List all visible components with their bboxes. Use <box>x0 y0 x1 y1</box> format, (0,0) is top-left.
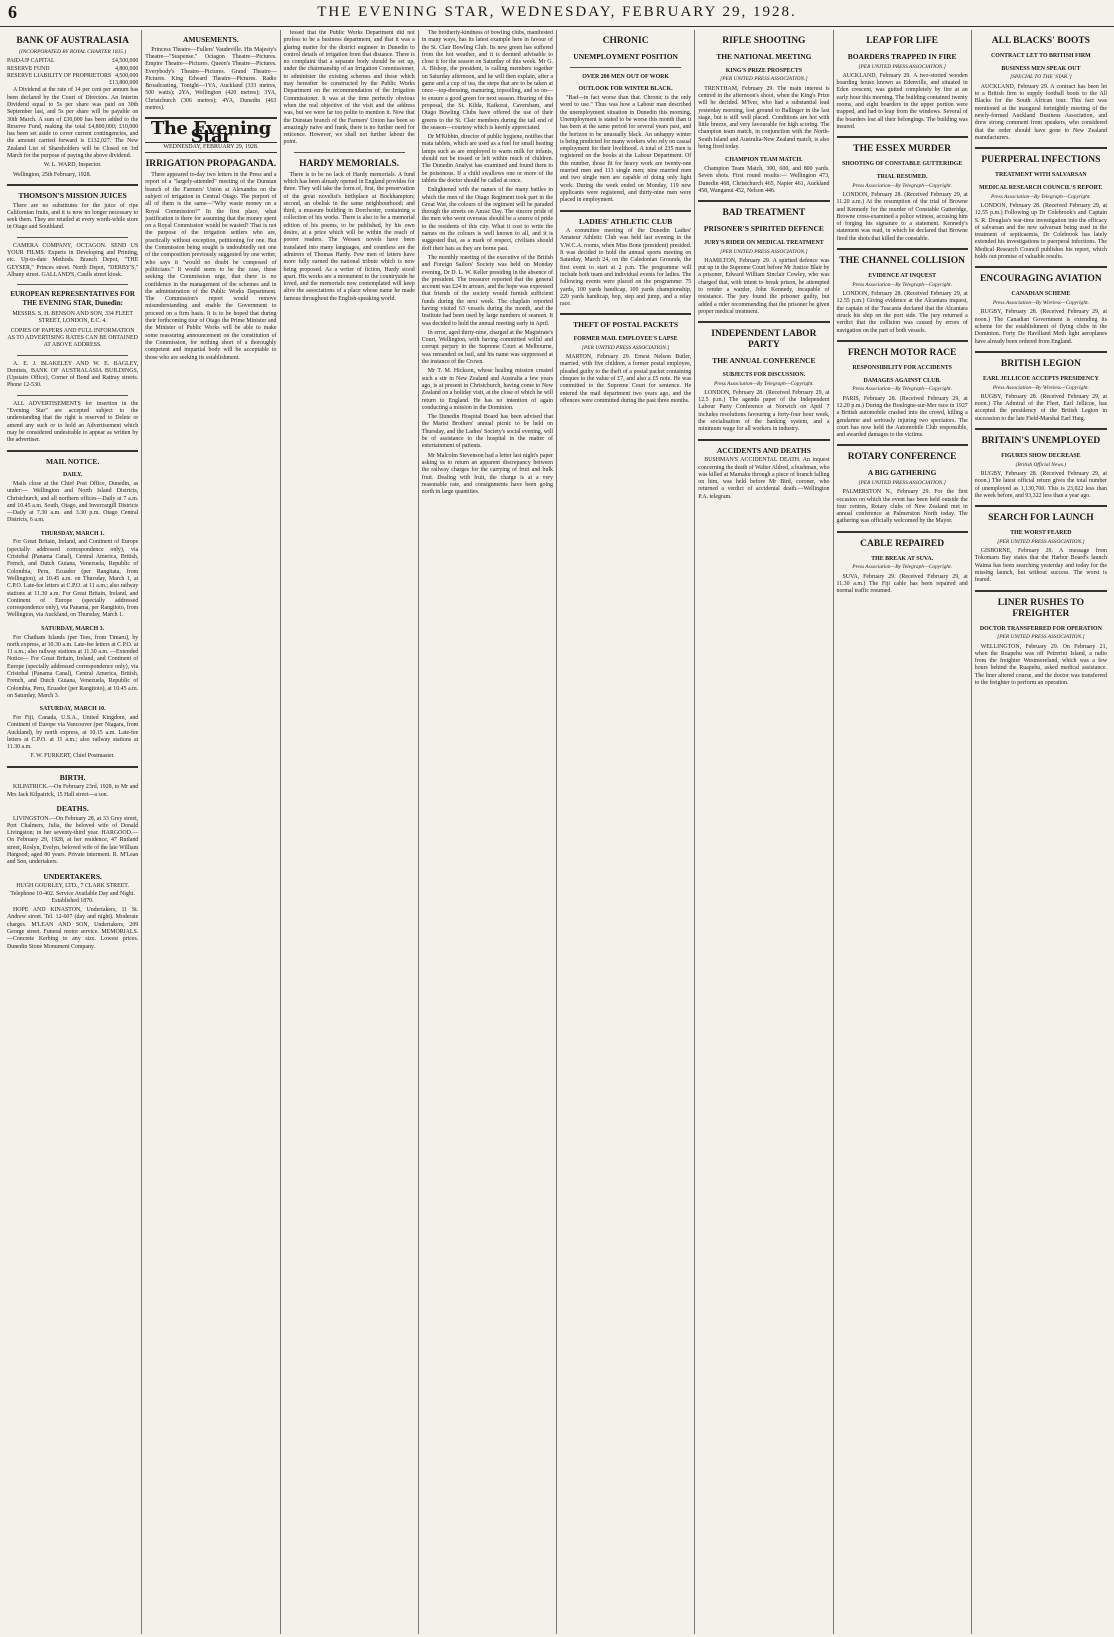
all-blacks-title: ALL BLACKS' BOOTS <box>991 36 1090 46</box>
divider <box>7 766 138 768</box>
champion-title: CHAMPION TEAM MATCH. <box>725 157 803 164</box>
fin-value: £13,800,000 <box>109 80 139 87</box>
editorial-title: IRRIGATION PROPAGANDA. <box>145 159 277 170</box>
birth-title: BIRTH. <box>59 772 86 782</box>
liner-body: WELLINGTON, February 29. On February 21, when the Ruapehu was off Petrerini Island, a radio from the freighter Westmoreland, which was a few hours behind the Ruapehu, asked medical assistance. The liner altered course, and the doctor was transferred to the freighter to perform an operation. <box>974 643 1107 687</box>
all-blacks-body: AUCKLAND, February 29. A contract has been let to a British firm to supply football boots to the All Blacks for the South African tour. This fact was mentioned at the inaugural fortnightly meeting of the newly-formed Auckland Business Association, and drew strong comment from speakers, who considered that the order should have gone to New Zealand manufacturers. <box>974 83 1107 141</box>
rifle-body: TRENTHAM, February 29. The main interest is centred in the afternoon's shoot, when the King's Prize will be decided. M'Iver, who had a substantial lead yesterday morning, lost ground to Ballinger in the last stage, but is still well placed. Conditions are hot with little breeze, and very favourable for high scoring. The champion team match, in conjunction with the North-South Island and Australia-New Zealand match, is also being fired today. <box>698 85 830 150</box>
mail-saturday: SATURDAY, MARCH 3. <box>41 625 105 632</box>
divider <box>560 210 691 212</box>
column-5 <box>557 30 695 1634</box>
column-2 <box>142 30 280 1634</box>
aviation-byline: Press Association—By Wireless—Copyright. <box>992 300 1089 307</box>
divider <box>975 505 1107 507</box>
editorial-cont: fessed that the Public Works Department did not profess to be a business department, and that it was a glaring matter for the district engineer in Dunedin to control details of irrigation from that distance. There is no complaint that a separate body should be set up, under the chairmanship of an Irrigation Commissioner, to administer the existing schemes and those which may hereafter be constructed by the Public Works Department on the recommendation of the Irrigation Commissioner. It was at the time perfectly obvious when the real objective of the visit and the address was, but we were far too polite to mention it. Now that the Dunstan branch of the Farmers' Union has been so amazingly naive and frank, there is no further need for reticence. However, we shall not further labour the point. <box>283 30 415 146</box>
column-4 <box>419 30 557 1634</box>
search-sub: THE WORST FEARED <box>1010 530 1072 537</box>
bank-fin-row <box>7 66 138 73</box>
bank-fin-row <box>7 73 138 80</box>
bad-treatment-sub-2: JURY'S RIDER ON MEDICAL TREATMENT <box>704 239 824 246</box>
ilp-sub: THE ANNUAL CONFERENCE <box>712 356 816 366</box>
hardy-body: There is to be no lack of Hardy memorials. A fund which has been already opened in England provides for three. They will take the form of, first, the preservation of the great novelist's birthplace at Bockhampton; second, an obelisk in the same neighbourhood; and third, a museum building in Dorchester, containing a collection of his works. There is also to be a memorial edition of his poems, to be published, by his own desire, at a price which will be within the reach of poorer readers. The Wessex novels have been translated into many languages, and countless are the admirers of Thomas Hardy. Few men of letters have more fully earned the national tribute which is now being proposed. As a writer of fiction, Hardy stood apart. His works are a monument to the countryside he loved, and the memorials now contemplated will keep alive the associations of a place whose name he made famous throughout the English-speaking world. <box>283 171 415 302</box>
page-number: 6 <box>8 2 17 22</box>
aviation-title: ENCOURAGING AVIATION <box>979 274 1102 285</box>
divider <box>837 444 968 446</box>
mail-body: Mails close at the Chief Post Office, Dunedin, as under:— Wellington and North Island Districts, Christchurch, and all northern offices—Daily at 7 a.m. and 10.45 a.m. South, Otago, and Invercargill Districts—Daily at 7.30 a.m. and 3.30 p.m. Otago Central Districts, 6 a.m. <box>7 480 139 524</box>
essex-body: LONDON, February 28. (Received February 29, at 11.20 a.m.) At the resumption of the trial of Browne and Kennedy for the murder of Constable Gutteridge, Browne cross-examined a police witness, accusing him of forging his signature to a statement. Kennedy's statement was read, in which he declared that Browne fired the shots that killed the constable. <box>836 192 968 242</box>
french-sub: RESPONSIBILITY FOR ACCIDENTS <box>852 364 952 371</box>
rotary-body: PALMERSTON N., February 29. For the first occasion on which the event has been held outside the four centres, Rotary clubs of New Zealand met in annual conference at Palmerston North today. The gathering was officially welcomed by the Mayor. <box>836 489 968 525</box>
rifle-byline: [PER UNITED PRESS ASSOCIATION.] <box>720 76 808 83</box>
theft-body: MARTON, February 29. Ernest Nelson Butler, married, with five children, a former postal employee, pleaded guilty to the theft of a postal packet containing cheques to the value of £7, and also a £5 note. He was committed to the Supreme Court for sentence. He entered the mail department two years ago, and the offences were committed during the past three months. <box>560 354 692 404</box>
newspaper-flag: The Evening Star <box>150 118 271 147</box>
unemployment-sub: OVER 200 MEN OUT OF WORK <box>582 73 670 80</box>
deaths-title: DEATHS. <box>56 803 89 813</box>
copies-note: COPIES OF PAPERS AND FULL INFORMATION AS TO ADVERTISING RATES CAN BE OBTAINED AT ABOVE ADDRESS. <box>7 327 138 349</box>
amusements-title: AMUSEMENTS. <box>183 35 239 44</box>
legion-sub: EARL JELLICOE ACCEPTS PRESIDENCY <box>983 375 1099 382</box>
essex-title: THE ESSEX MURDER <box>853 144 951 155</box>
thomson-title: THOMSON'S MISSION JUICES <box>18 190 127 200</box>
puerperal-sub: TREATMENT WITH SALVARSAN <box>995 172 1087 179</box>
bad-treatment-byline: [PER UNITED PRESS ASSOCIATION.] <box>720 248 808 255</box>
divider <box>975 147 1107 149</box>
divider <box>975 590 1107 592</box>
unemployed-byline: (British Official News.) <box>1015 461 1067 468</box>
bank-sign: W. L. WARD, Inspector. <box>43 162 102 169</box>
rotary-byline: [PER UNITED PRESS ASSOCIATION.] <box>858 479 946 486</box>
masthead <box>0 0 1114 27</box>
divider <box>17 237 128 238</box>
rifle-sub: THE NATIONAL MEETING <box>716 51 812 61</box>
column-8 <box>972 30 1110 1634</box>
bank-subtitle: (INCORPORATED BY ROYAL CHARTER 1835.) <box>19 48 127 55</box>
champion-body: Champion Team Match, 300, 600, and 800 yards. Seven shots. First round results:— Wellington 473, Dunedin 468, Christchurch 465, Napier 461, Auckland 458, Wanganui 452, Nelson 446. <box>698 166 830 194</box>
undertakers-title: UNDERTAKERS. <box>43 871 102 881</box>
editorial-body: There appeared to-day two letters in the Press and a report of a "largely-attended" meeting of the Dunstan branch of the Farmers' Union at Alexandra on the subject of irrigation in Central Otago. The purport of all of them is the same—"Why waste money on a Royal Commission?" In the first place, what justification is there for assuming that the money spent on a Royal Commission would be wasted? That is not the purpose of the irrigation settlers who are, practically without exception, petitioning for one. But the Commission being sought is undoubtedly not one of the composition previously suggested by one writer, who says it "would no doubt be composed of politicians." It would seem to be the case, those seeking the Commission urge, that there is no confidence in the management of the schemes and in the administration of the Public Works Department. The Commission's report would remove misunderstanding and enable the Government to proceed on a firm basis. It is to be hoped that during their forthcoming tour of Otago the Prime Minister and the Minister of Public Works will be able to make some reassuring announcement on the constitution of the Commission, for nothing short of a thoroughly competent and impartial body will be acceptable to those who are seeking its establishment. <box>145 172 277 361</box>
euro-body: MESSRS. S. H. BENSON AND SON, 334 FLEET STREET, LONDON, E.C. 4. <box>12 311 133 325</box>
accidents-body: BUSHMAN'S ACCIDENTAL DEATH. An inquest concerning the death of Walter Aldred, a bushman, who was killed at Mamaku through a piece of branch falling on him, was held before Mr Bird, coroner, who returned a verdict of accidental death.—Wellington P.A. telegram. <box>698 457 830 500</box>
fin-value: 4,800,000 <box>115 65 139 72</box>
fin-label: PAID-UP CAPITAL <box>7 58 55 65</box>
thomson-body: There are no substitutes for the juice of ripe Californian fruits, and it is now no longer necessary to seek them. They are retailed at every worth-while store in Otago and Southland. <box>7 202 139 231</box>
divider <box>975 351 1107 353</box>
rifle-sub-2: KING'S PRIZE PROSPECTS <box>725 67 803 74</box>
channel-byline: Press Association—By Telegraph—Copyright. <box>852 281 952 288</box>
puerperal-sub-2: MEDICAL RESEARCH COUNCIL'S REPORT. <box>979 184 1103 191</box>
theft-sub: FORMER MAIL EMPLOYEE'S LAPSE <box>573 336 678 343</box>
unemployed-title: BRITAIN'S UNEMPLOYED <box>981 435 1101 446</box>
cable-title: CABLE REPAIRED <box>860 538 945 549</box>
divider <box>7 450 138 452</box>
legion-byline: Press Association—By Wireless—Copyright. <box>992 384 1089 391</box>
search-byline: [PER UNITED PRESS ASSOCIATION.] <box>997 538 1085 545</box>
divider <box>837 136 968 138</box>
birth-body: KILPATRICK.—On February 23rd, 1928, to Mr and Mrs Jack Kilpatrick, 15 Hall street—a son. <box>7 784 139 798</box>
undertakers-body-2: HOPE AND KINASTON, Undertakers, 11 St. Andrew street. Tel. 12-607 (day and night). Moderate charges. M'LEAN AND SON, Undertakers, 209 George street. Funeral motor service. MEMORIALS.—Concrete Kerbing to any size. Lowest prices. Dunedin Stone Monument Company. <box>7 907 139 950</box>
all-blacks-sub: CONTRACT LET TO BRITISH FIRM <box>991 52 1091 59</box>
column-1 <box>4 30 142 1634</box>
cable-byline: Press Association—By Telegraph—Copyright. <box>852 564 952 571</box>
bad-treatment-sub: PRISONER'S SPIRITED DEFENCE <box>703 224 824 234</box>
aviation-sub: CANADIAN SCHEME <box>1011 291 1071 298</box>
divider <box>7 184 138 186</box>
divider <box>837 248 968 250</box>
unemployed-sub: FIGURES SHOW DECREASE <box>1001 452 1081 459</box>
news-para: The monthly meeting of the executive of the British and Foreign Sailors' Society was held on Monday evening, Dr D. L. W. Keller presiding in the absence of the president. The treasurer reported that the general account was £24 in arrears, and the hope was expressed that friends of the society would furnish sufficient funds during the next week. The chaplain reported having visited 63 vessels during the month, and the Institute had been used by large numbers of seamen. It was decided to hold the annual meeting early in April. <box>421 254 553 327</box>
cable-sub: THE BREAK AT SUVA. <box>871 555 934 562</box>
news-para: In error, aged thirty-nine, charged at the Magistrate's Court, Wellington, with having committed wilful and corrupt perjury in the Supreme Court at Melbourne, was remanded on bail, and his name was suppressed at the instance of the Crown. <box>421 329 553 366</box>
unemployment-body: "Bad—in fact worse than that. Chronic is the only word to use." Thus was how a Labour man described the unemployment situation in Dunedin this morning. Unemployment is stated to be worse this month than it has been at the same period for several years past, and the horizon to be unusually black. An unhappy winter is being predicted for many workers who rely on casual employment for their livelihood. A total of 235 men is registered on the books at the Labour Department. Of this number, those fit for heavy work are twenty-one married men and 113 single men; nine married men and two single men are capable of doing only light work. During the week ended on Monday, 119 new applicants were registered, and thirty-nine men were placed in employment. <box>560 95 692 204</box>
leap-body: AUCKLAND, February 29. A two-storied wooden boarding house known as Edenville, and situated in Eden crescent, was gutted completely by fire at an early hour this morning. The building contained twenty rooms, and eight boarders in the upper portion were trapped, and had to leap from the windows. Several of the boarders lost all their belongings. The building was insured. <box>836 72 968 130</box>
hardy-title: HARDY MEMORIALS. <box>299 158 400 169</box>
puerperal-title: PUERPERAL INFECTIONS <box>981 155 1101 166</box>
cable-body: SUVA, February 29. (Received February 29, at 11.30 a.m.) The Fiji cable has been repaired and normal traffic resumed. <box>836 573 968 595</box>
column-7 <box>834 30 972 1634</box>
channel-sub: EVIDENCE AT INQUEST <box>868 273 937 279</box>
fin-label: RESERVE FUND <box>7 65 50 72</box>
french-byline: Press Association—By Telegraph—Copyright. <box>852 386 952 393</box>
french-title: FRENCH MOTOR RACE <box>847 347 957 358</box>
mail-body-3: For Chatham Islands (per Tees, from Timaru), by north express, at 10.30 a.m. Late-fee letters at C.P.O. at 11 a.m.; also railway stations at 11.30 a.m. —Extended Notice— For Great Britain, Ireland, and Continent of Europe (specially addressed correspondence only), via Cristobal (Panama Canal), Central America, British, French, and Dutch Guiana, Venezuela, Republic of Colombia, Peru, Ecuador (per Rangitoto), at 10.45 a.m. on Saturday, March 3. <box>7 634 139 699</box>
mail-body-4: For Fiji, Canada, U.S.A., United Kingdom, and Continent of Europe via Vancouver (per Niagara, from Auckland), by north express, at 10.15 a.m. Late-fee letters at C.P.O. at 11 a.m.; also railway stations at 11.30 a.m. <box>7 714 139 751</box>
rotary-title: ROTARY CONFERENCE <box>847 452 957 463</box>
mail-sign: F. W. FURKERT, Chief Postmaster. <box>30 753 115 760</box>
chronic-title: CHRONIC <box>602 36 649 46</box>
divider <box>560 313 691 315</box>
dentist-ad: A. E. J. BLAKELEY AND W. E. BAGLEY, Dentists, BANK OF AUSTRALASIA BUILDINGS, (Upstairs Office), Corner of Bond and Rattray streets. Phone 12-530. <box>7 360 139 389</box>
ilp-title: INDEPENDENT LABOR PARTY <box>711 329 817 351</box>
channel-body: LONDON, February 28. (Received February 29, at 12.55 p.m.) Giving evidence at the Alcantara inquest, the captain of the Tuscania declared that the Alcantara struck his ship on the port side. The jury returned a verdict that the collision was caused by errors of navigation on the part of both vessels. <box>836 291 968 334</box>
ads-notice: ALL ADVERTISEMENTS for insertion in the "Evening Star" are accepted subject to the understanding that the right is reserved to Delete or amend any such or to hold an Advertisement which may be considered undesirable to appear as written by the advertiser. <box>7 400 139 444</box>
bank-body: A Dividend at the rate of 14 per cent per annum has been declared by the Court of Directors. An Interim Dividend equal to 5s per share was paid on 30th September last, and 5s per share will be payable on 30th March. A sum of £30,000 has been added to the Reserve Fund, making the total £4,800,000; £10,000 has been set aside to cover current contingencies, and the amount carried forward is £132,027. The New Zealand List of Shareholders will be Closed on 3rd March for the purpose of paying the above dividend. <box>7 87 139 160</box>
divider <box>975 266 1107 268</box>
divider <box>975 428 1107 430</box>
news-para: Dr M'Kibbin, director of public hygiene, notifies that mata tablets, which are used as a fuel for small heating lamps such as are employed to warm milk for infants, should not be tossed or left within reach of children. The Dunedin Analyst has examined and found them to be poisonous. If a child swallows one or more of the tablets the doctor should be called at once. <box>421 134 553 184</box>
divider <box>17 284 128 285</box>
bank-fin-row <box>7 58 138 65</box>
divider <box>837 340 968 342</box>
divider <box>698 439 829 441</box>
bank-date: Wellington, 25th February, 1928. <box>13 171 92 178</box>
legion-title: BRITISH LEGION <box>1000 358 1081 369</box>
divider <box>837 531 968 533</box>
divider <box>570 67 681 68</box>
unemployed-body: RUGBY, February 28. (Received February 29, at noon.) The latest official return gives the total number of unemployed as 1,130,700. This is 23,022 less than the week before, and 93,322 less than a year ago. <box>974 470 1107 499</box>
column-6 <box>695 30 833 1634</box>
liner-sub: DOCTOR TRANSFERRED FOR OPERATION <box>979 625 1102 632</box>
ladies-title: LADIES' ATHLETIC CLUB <box>579 216 673 226</box>
divider <box>294 152 405 153</box>
search-body: GISBORNE, February 29. A message from Tokomaru Bay states that the Harbor Board's launch Waima has been searching yesterday and today for the missing launch, but without success. The worst is feared. <box>974 548 1107 584</box>
mail-title: MAIL NOTICE. <box>45 456 100 466</box>
mail-body-2: For Great Britain, Ireland, and Continent of Europe (specially addressed correspondence only), via Cristobal (Panama Canal), Central America, British, French, and Dutch Guiana, Venezuela, Republic of Colombia, Peru, Ecuador (per Rangitata, from Wellington), at 10.45 a.m. on Thursday, March 1, at C.P.O. Late-fee letters at C.P.O. at 11 a.m.; also railway stations at 11.30 a.m. For Great Britain, Ireland, and Continent of Europe (specially addressed correspondence only), via Panama, per Rangitoto, from Wellington, via Auckland, on Thursday, March 1. <box>7 539 139 619</box>
deaths-body: LIVINGSTON.—On February 28, at 33 Grey street, Port Chalmers, Julia, the beloved wife of Donald Livingston; in her seventy-third year. HARGOOD.—On February 29, 1928, at her residence, 47 Rutland street, Roslyn, Evelyn, beloved wife of the late William Hargood; aged 80 years. Private interment. R. M'Lean and Son, undertakers. <box>7 815 139 866</box>
all-blacks-byline: [SPECIAL TO THE 'STAR.'] <box>1010 74 1072 81</box>
divider <box>698 321 829 323</box>
fin-value: £4,500,000 <box>112 58 139 65</box>
mail-daily: DAILY. <box>62 472 83 479</box>
dateline: WEDNESDAY, FEBRUARY 29, 1928. <box>145 142 276 153</box>
essex-sub-2: TRIAL RESUMED. <box>876 173 928 180</box>
essex-sub: SHOOTING OF CONSTABLE GUTTERIDGE <box>841 161 963 168</box>
fin-value: 4,500,000 <box>115 72 139 79</box>
search-title: SEARCH FOR LAUNCH <box>988 513 1094 524</box>
rotary-sub: A BIG GATHERING <box>867 468 937 478</box>
french-body: PARIS, February 28. (Received February 29, at 12.20 p.m.) During the Boulogne-sur-Mer race in 1927 a British automobile crashed into the crowd, killing a gendarme and seriously injuring two spectators. The court has now held the Automobile Club responsible, and awarded damages to the victims. <box>836 395 968 439</box>
news-para: The brotherly-kindness of bowling clubs, manifested in many ways, has its latest example here in favour of the St. Clair Bowling Club. Its new green has suffered from the hot weather, and it is deemed advisable to close it for the season on Saturday of this week. Mr G. A. Bishop, the president, is calling members together on Saturday afternoon, and he will then explain, after a game and a cup of tea, the steps that are to be taken at once—top-dressing, manuring, topsoiling, and so on—to ensure a good green for next season. Hearing of this proposal, the St. Kilda, Kaikorai, Caversham, and Otago Bowling Clubs have offered the use of their greens to the St. Clair members during the tail end of the season—courtesy which is keenly appreciated. <box>421 30 553 131</box>
accidents-title: ACCIDENTS AND DEATHS <box>716 445 811 455</box>
amusements-body: Princess Theatre—Fullers' Vaudeville. His Majesty's Theatre—"Suspense." Octagon Theatre—Pictures. Empire Theatre—Pictures. Queen's Theatre—Pictures. Everybody's Theatre—Pictures. Grand Theatre—Pictures. King Edward Theatre—Pictures. Radio Broadcasting, Tonight—1YA, Auckland (333 metres, 500 watts); 2YA, Wellington (420 metres); 3YA, Christchurch (306 metres); 4YA, Dunedin (463 metres). <box>145 46 277 111</box>
legion-body: RUGBY, February 28. (Received February 29, at noon.) The Admiral of the Fleet, Earl Jellicoe, has accepted the presidency of the British Legion in succession to the late Field-Marshal Earl Haig. <box>974 393 1107 422</box>
bad-treatment-title: BAD TREATMENT <box>722 208 806 219</box>
news-para: Mr Malcolm Stevenson had a letter last night's paper asking us to return an apparent discrepancy between the railway charges for the carrying of fruit and bulk fruit. Dealing with fruit, the charge is at a very reasonable rate, and consignments have been going north in large quantities. <box>421 452 553 496</box>
news-para: Enlightened with the names of the many battles in which the men of the Otago Regiment took part in the Great War, the colours of the regiment will be paraded through the streets on Anzac Day. The sincere pride of the men who went overseas should be a source of pride to the residents of this city. What it cost to write the names on the colours is well known to all, and it is suggested that, as a mark of respect, civilians should doff their hats as they are borne past. <box>421 187 553 252</box>
divider <box>17 355 128 356</box>
masthead-title: THE EVENING STAR, WEDNESDAY, FEBRUARY 29, 1928. <box>317 4 797 20</box>
all-blacks-sub-2: BUSINESS MEN SPEAK OUT <box>1001 65 1081 72</box>
news-para: Mr T. M. Hickson, whose healing mission created such a stir in New Zealand and Australia a few years ago, is at present in Christchurch, having come to New Zealand on a holiday visit, at the close of which he will return to England. He has no intention of again conducting a mission in the Dominion. <box>421 368 553 411</box>
rifle-title: RIFLE SHOOTING <box>722 36 806 46</box>
mail-thursday: THURSDAY, MARCH 1. <box>40 530 105 537</box>
ilp-sub-2: SUBJECTS FOR DISCUSSION. <box>722 371 806 378</box>
unemployment-title: UNEMPLOYMENT POSITION <box>573 51 678 61</box>
theft-title: THEFT OF POSTAL PACKETS <box>573 320 679 330</box>
french-sub-2: DAMAGES AGAINST CLUB. <box>863 377 941 384</box>
news-para: The Dunedin Hospital Board has been advised that the Marist Brothers' annual picnic to be held on Thursday, and the Ladies' Society's social evening, will be of assistance to the hospital in the matter of entertainment of patients. <box>421 414 553 450</box>
bank-title: BANK OF AUSTRALASIA <box>16 36 129 46</box>
columns <box>4 30 1110 1634</box>
essex-byline: Press Association—By Telegraph—Copyright. <box>852 182 952 189</box>
puerperal-body: LONDON, February 28. (Received February 29, at 12.55 p.m.) Following up Dr Colebrook's and Captain S. R. Douglas's war-time investigation into the efficacy of salvarsan and the new salvarsan being used in the treatment of septicaemia, Dr Colebrook has lately extended his investigations to puerperal infections. The Medical Research Council publishes his report, which holds out promise of valuable results. <box>974 202 1107 261</box>
liner-byline: [PER UNITED PRESS ASSOCIATION.] <box>997 634 1085 641</box>
aviation-body: RUGBY, February 28. (Received February 29, at noon.) The Canadian Government is extending its scheme for the establishment of flying clubs in the Dominion. Forty De Havilland Moth light aeroplanes have already been ordered from England. <box>974 309 1107 345</box>
ladies-body: A committee meeting of the Dunedin Ladies' Amateur Athletic Club was held last evening in the Y.W.C.A. rooms, when Miss Bone (president) presided. It was decided to hold the annual sports meeting on Saturday, March 24, on the Caledonian Grounds, the first event to start at 2 p.m. The programme will include both team and individual events for ladies. The following events were placed on the programme: 75 yards, 100 yards handicap, 100 yards championship, 220 yards handicap, hop, step and jump, and a relay race. <box>560 228 692 308</box>
fin-label: RESERVE LIABILITY OF PROPRIETORS <box>7 72 112 79</box>
channel-title: THE CHANNEL COLLISION <box>839 256 965 267</box>
theft-byline: [PER UNITED PRESS ASSOCIATION.] <box>581 344 670 351</box>
puerperal-byline: Press Association—By Telegraph—Copyright. <box>991 193 1091 200</box>
divider <box>17 395 128 396</box>
euro-title: EUROPEAN REPRESENTATIVES FOR THE EVENING STAR, Dunedin: <box>10 290 135 307</box>
unemployment-sub-2: OUTLOOK FOR WINTER BLACK. <box>578 86 673 93</box>
column-3 <box>281 30 419 1634</box>
leap-sub: BOARDERS TRAPPED IN FIRE <box>847 51 957 61</box>
bad-treatment-body: HAMILTON, February 29. A spirited defence was put up in the Supreme Court before Mr Justice Blair by a prisoner, Edward William Sinclair Cowley, who was charged that, with intent to break prison, he attempted to render a warder, John Kennedy, incapable of resistance. The jury found the prisoner guilty, but added a rider recommending that the prisoner be given proper medical treatment. <box>698 257 830 315</box>
divider <box>698 200 829 202</box>
camera-ad: CAMERA COMPANY, OCTAGON. SEND US YOUR FILMS. Experts in Developing and Printing, etc. Up-to-date Methods. Branch Depot, "THE GEYSER," Princes street. North Depot, "DERBY'S," Albany street. GALLAND'S, Caulls street kiosk. <box>7 242 139 278</box>
ilp-body: LONDON, February 28. (Received February 29, at 12.5 p.m.) The agenda paper of the Independent Labour Party Conference at Norwich on April 7 includes resolutions favouring a forty-four hour week, the socialisation of the banking system, and a minimum wage for all workers in industry. <box>698 389 830 433</box>
leap-byline: [PER UNITED PRESS ASSOCIATION.] <box>858 63 946 70</box>
mail-saturday-2: SATURDAY, MARCH 10. <box>39 706 106 713</box>
ilp-byline: Press Association—By Telegraph—Copyright. <box>714 380 814 387</box>
leap-title: LEAP FOR LIFE <box>866 36 939 46</box>
undertakers-body: HUGH GOURLEY, LTD., 7 CLARK STREET. Telephone 10-402. Service Available Day and Night. Established 1870. <box>10 883 135 904</box>
liner-title: LINER RUSHES TO FREIGHTER <box>997 597 1084 619</box>
